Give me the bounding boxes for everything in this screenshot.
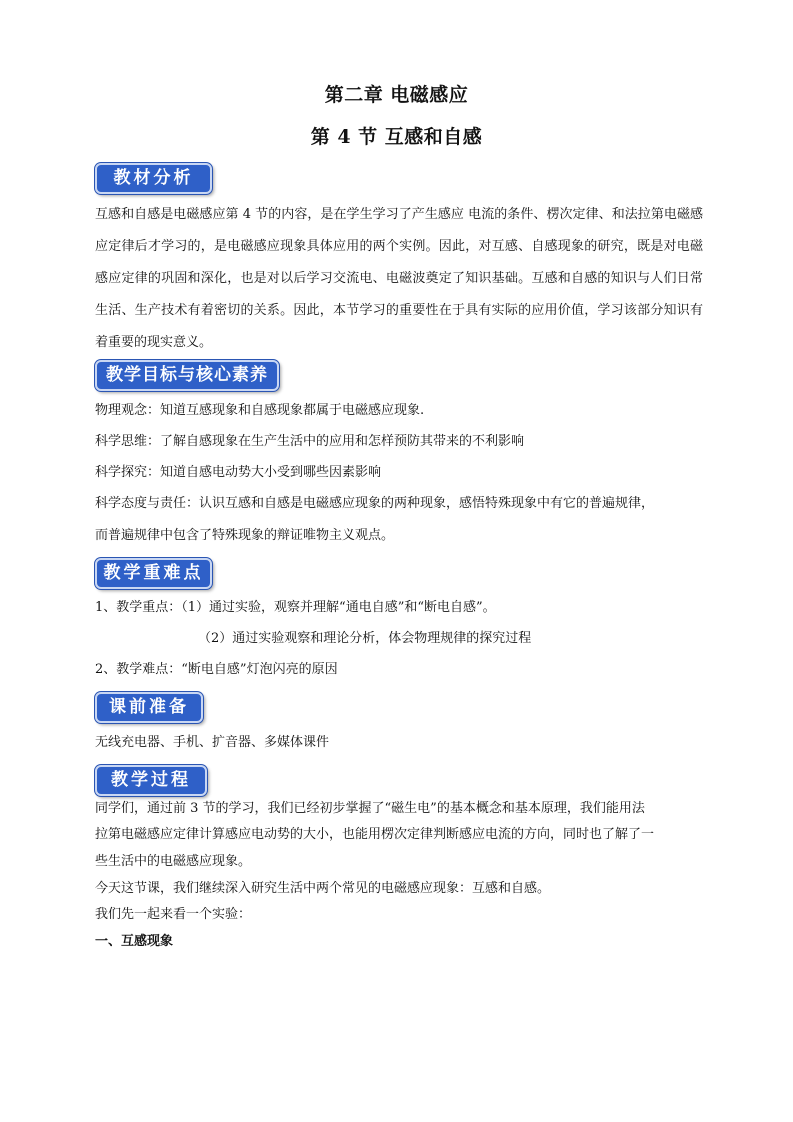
key-points-badge: 教学重难点 bbox=[95, 558, 212, 589]
process-line: 我们先一起来看一个实验： bbox=[95, 907, 252, 922]
process-line: 些生活中的电磁感应现象。 bbox=[95, 854, 252, 869]
goal-item: 科学思维：了解自感现象在生产生活中的应用和怎样预防其带来的不利影响 bbox=[95, 434, 525, 449]
teaching-difficulty: 2、教学难点：“断电自感”灯泡闪亮的原因 bbox=[95, 662, 338, 677]
goal-item: 科学态度与责任：认识互感和自感是电磁感应现象的两种现象，感悟特殊现象中有它的普遍规律， bbox=[95, 496, 655, 511]
preparation-badge: 课前准备 bbox=[95, 692, 203, 723]
goal-item: 物理观念：知道互感现象和自感现象都属于电磁感应现象. bbox=[95, 403, 425, 418]
preparation-text: 无线充电器、手机、扩音器、多媒体课件 bbox=[95, 735, 330, 750]
section-title: 第 4 节 互感和自感 bbox=[310, 126, 483, 148]
process-line: 同学们，通过前 3 节的学习，我们已经初步掌握了“磁生电”的基本概念和基本原理，我们能用法 bbox=[95, 801, 645, 816]
teaching-focus-2: （2）通过实验观察和理论分析，体会物理规律的探究过程 bbox=[198, 631, 532, 646]
subheading-mutual-induction: 一、互感现象 bbox=[95, 934, 174, 949]
analysis-badge: 教材分析 bbox=[95, 163, 212, 194]
process-line: 今天这节课，我们继续深入研究生活中两个常见的电磁感应现象：互感和自感。 bbox=[95, 881, 551, 896]
chapter-title: 第二章 电磁感应 bbox=[324, 84, 469, 106]
process-badge: 教学过程 bbox=[95, 765, 207, 796]
goal-item: 科学探究：知道自感电动势大小受到哪些因素影响 bbox=[95, 465, 382, 480]
goal-item: 而普遍规律中包含了特殊现象的辩证唯物主义观点。 bbox=[95, 528, 395, 543]
teaching-focus-1: 1、教学重点：（1）通过实验，观察并理解“通电自感”和“断电自感”。 bbox=[95, 600, 496, 615]
analysis-text: 互感和自感是电磁感应第 4 节的内容，是在学生学习了产生感应 电流的条件、楞次定律、和法拉第电磁感应定律后才学习的，是电磁感应现象具体应用的两个实例。因此，对互感、自感现象的研究，既是对电磁感应定律的巩固和深化，也是对以后学习交流电、电磁波奠定了知识基础。互感和自感的知识与人们日常生活、生产技术有着密切的关系。因此，本节学习的重要性在于具有实际的应用价值，学习该部分知识有着重要的现实意义。 bbox=[95, 207, 703, 350]
goals-badge: 教学目标与核心素养 bbox=[95, 360, 279, 391]
process-line: 拉第电磁感应定律计算感应电动势的大小，也能用楞次定律判断感应电流的方向，同时也了解了一 bbox=[95, 827, 655, 842]
